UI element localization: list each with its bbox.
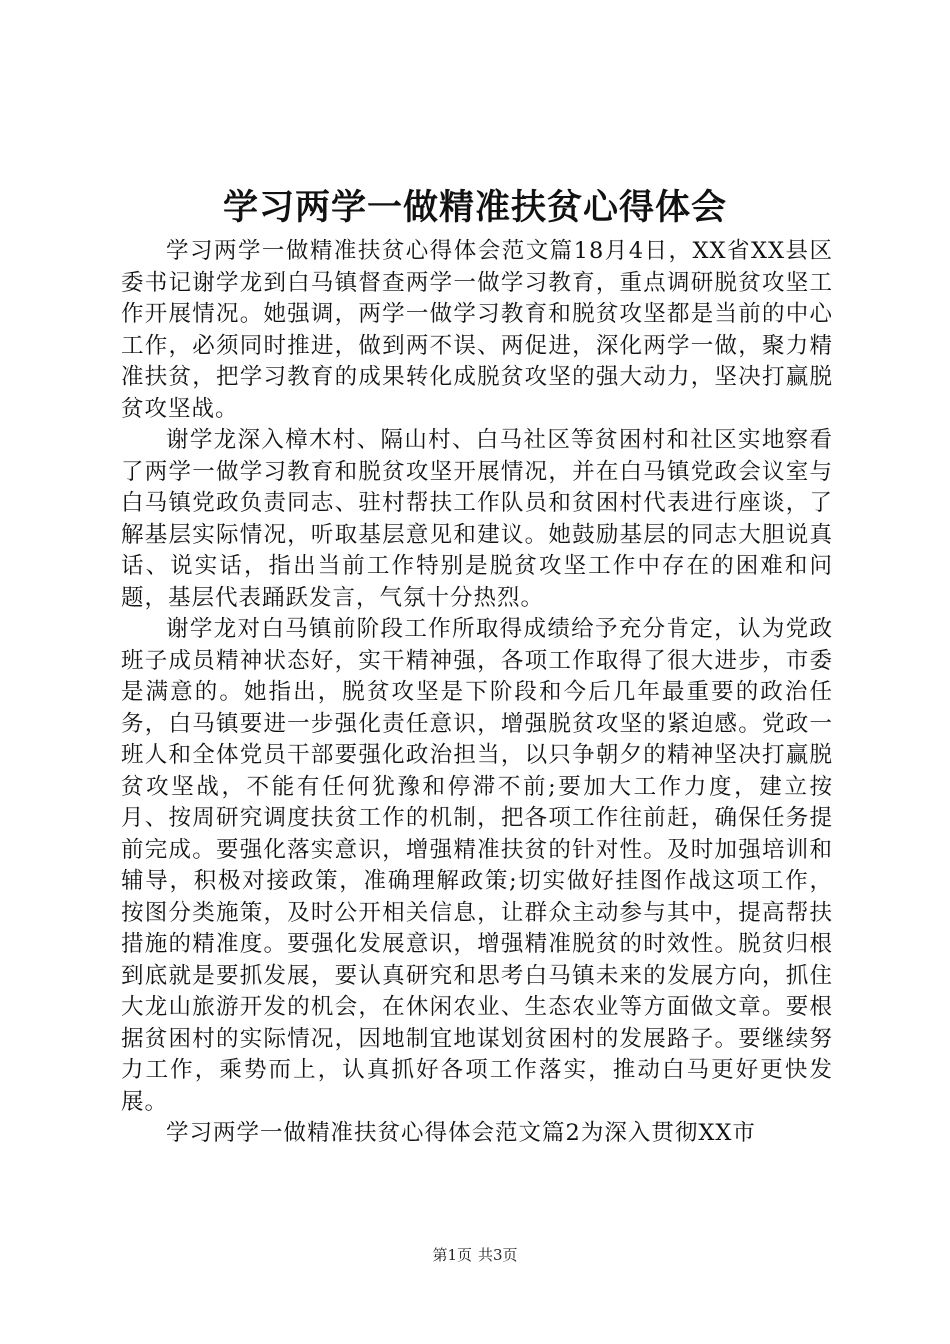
paragraph-4: 学习两学一做精准扶贫心得体会范文篇2为深入贯彻XX市 <box>166 1120 756 1146</box>
page-total: 共3页 <box>478 1246 518 1264</box>
paragraph-2: 谢学龙深入樟木村、隔山村、白马社区等贫困村和社区实地察看了两学一做学习教育和脱贫攻坚开展情况，并在白马镇党政会议室与白马镇党政负责同志、驻村帮扶工作队员和贫困村代表进行座谈，了解基层实际情况，听取基层意见和建议。她鼓励基层的同志大胆说真话、说实话，指出当前工作特别是脱贫攻坚工作中存在的困难和问题，基层代表踊跃发言，气氛十分热烈。 <box>121 427 833 611</box>
paragraph-1: 学习两学一做精准扶贫心得体会范文篇18月4日，XX省XX县区委书记谢学龙到白马镇督查两学一做学习教育，重点调研脱贫攻坚工作开展情况。她强调，两学一做学习教育和脱贫攻坚都是当前的中心工作，必须同时推进，做到两不误、两促进，深化两学一做，聚力精准扶贫，把学习教育的成果转化成脱贫攻坚的强大动力，坚决打赢脱贫攻坚战。 <box>121 238 833 422</box>
page-footer <box>0 1243 950 1267</box>
document-body <box>121 236 833 1150</box>
document-title: 学习两学一做精准扶贫心得体会 <box>222 187 727 228</box>
paragraph-3: 谢学龙对白马镇前阶段工作所取得成绩给予充分肯定，认为党政班子成员精神状态好，实干精神强，各项工作取得了很大进步，市委是满意的。她指出，脱贫攻坚是下阶段和今后几年最重要的政治任务，白马镇要进一步强化责任意识，增强脱贫攻坚的紧迫感。党政一班人和全体党员干部要强化政治担当，以只争朝夕的精神坚决打赢脱贫攻坚战，不能有任何犹豫和停滞不前;要加大工作力度，建立按月、按周研究调度扶贫工作的机制，把各项工作往前赶，确保任务提前完成。要强化落实意识，增强精准扶贫的针对性。及时加强培训和辅导，积极对接政策，准确理解政策;切实做好挂图作战这项工作，按图分类施策，及时公开相关信息，让群众主动参与其中，提高帮扶措施的精准度。要强化发展意识，增强精准脱贫的时效性。脱贫归根到底就是要抓发展，要认真研究和思考白马镇未来的发展方向，抓住大龙山旅游开发的机会，在休闲农业、生态农业等方面做文章。要根据贫困村的实际情况，因地制宜地谋划贫困村的发展路子。要继续努力工作，乘势而上，认真抓好各项工作落实，推动白马更好更快发展。 <box>121 616 833 1115</box>
page-number: 第1页 <box>432 1246 472 1264</box>
